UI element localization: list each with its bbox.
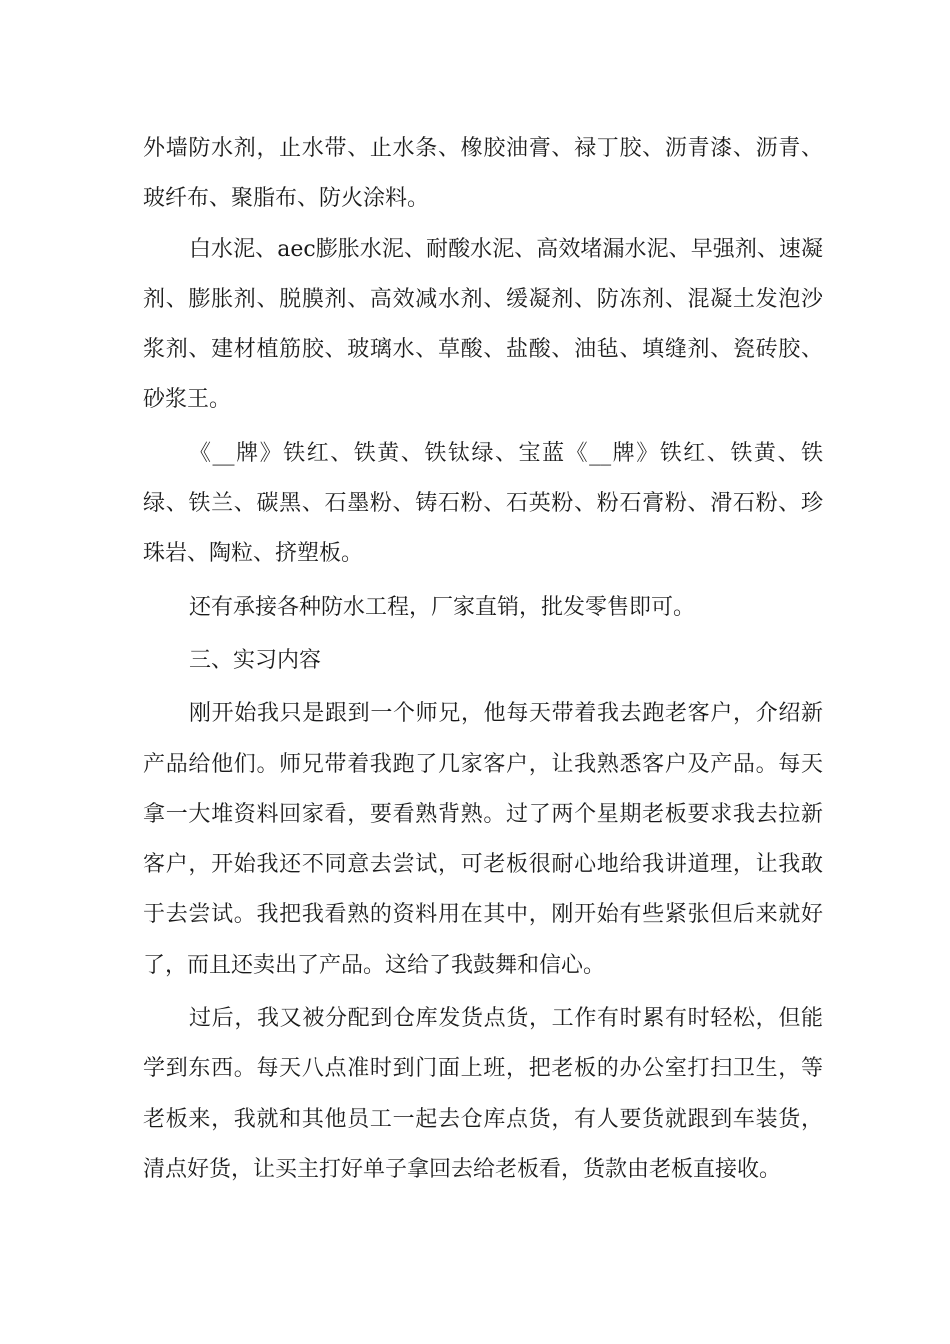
section-heading-internship-content: 三、实习内容 bbox=[189, 647, 322, 673]
paragraph-cement-additives: 白水泥、aec膨胀水泥、耐酸水泥、高效堵漏水泥、早强剂、速凝剂、膨胀剂、脱膜剂、高效减水剂、缓凝剂、防冻剂、混凝土发泡沙浆剂、建材植筋胶、玻璃水、草酸、盐酸、油毡、填缝剂、瓷砖胶、砂浆王。 bbox=[143, 236, 823, 413]
paragraph-customer-visits: 刚开始我只是跟到一个师兄，他每天带着我去跑老客户，介绍新产品给他们。师兄带着我跑了几家客户，让我熟悉客户及产品。每天拿一大堆资料回家看，要看熟背熟。过了两个星期老板要求我去拉新客户，开始我还不同意去尝试，可老板很耐心地给我讲道理，让我敢于去尝试。我把我看熟的资料用在其中，刚开始有些紧张但后来就好了，而且还卖出了产品。这给了我鼓舞和信心。 bbox=[143, 701, 823, 978]
paragraph-services: 还有承接各种防水工程，厂家直销，批发零售即可。 bbox=[189, 594, 696, 620]
document-body bbox=[143, 124, 823, 1198]
paragraph-waterproof-materials: 外墙防水剂，止水带、止水条、橡胶油膏、禄丁胶、沥青漆、沥青、玻纤布、聚脂布、防火涂料。 bbox=[143, 136, 823, 212]
paragraph-pigments-powders: 《__牌》铁红、铁黄、铁钛绿、宝蓝《__牌》铁红、铁黄、铁绿、铁兰、碳黑、石墨粉、铸石粉、石英粉、粉石膏粉、滑石粉、珍珠岩、陶粒、挤塑板。 bbox=[143, 440, 823, 567]
paragraph-warehouse-work: 过后，我又被分配到仓库发货点货，工作有时累有时轻松，但能学到东西。每天八点准时到门面上班，把老板的办公室打扫卫生，等老板来，我就和其他员工一起去仓库点货，有人要货就跟到车装货，清点好货，让买主打好单子拿回去给老板看，货款由老板直接收。 bbox=[143, 1006, 823, 1182]
